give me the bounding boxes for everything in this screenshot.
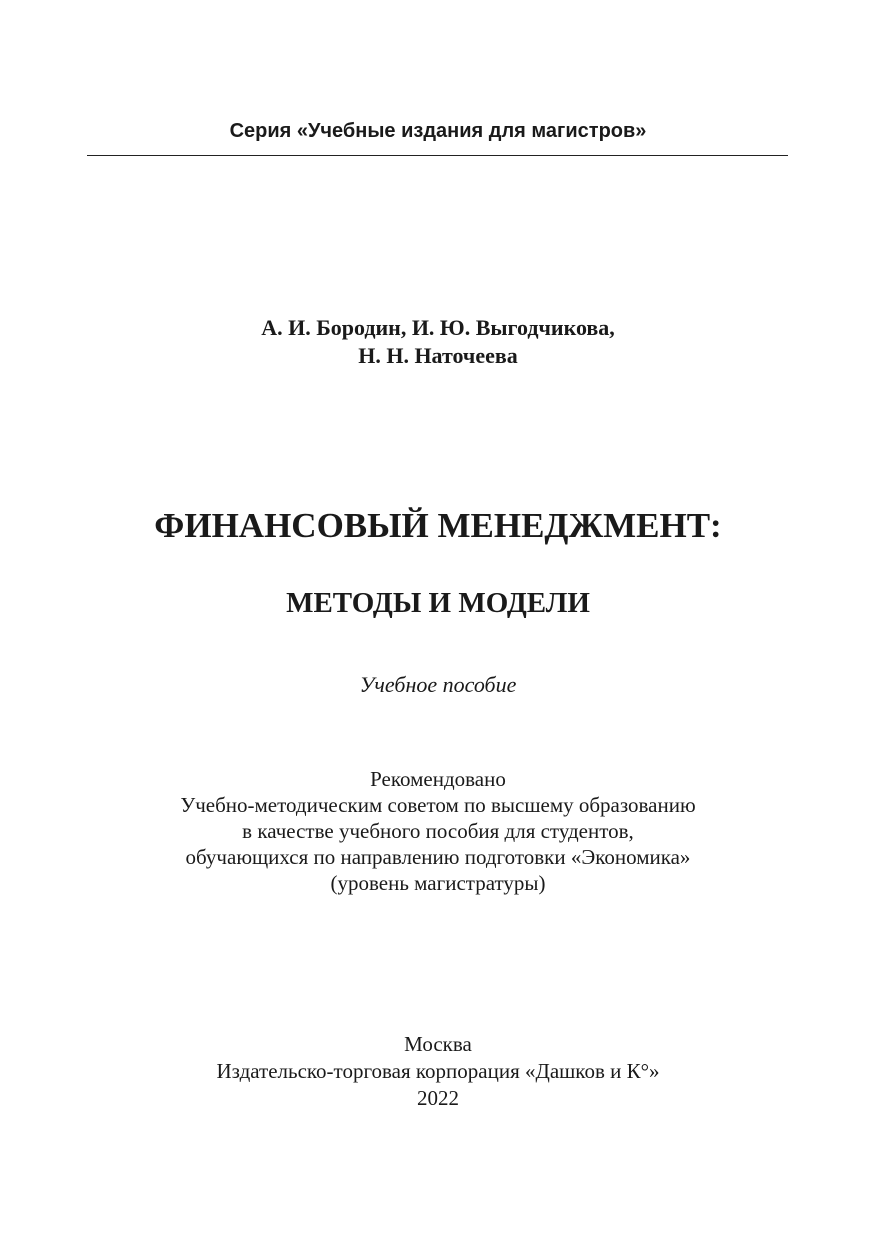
imprint-year: 2022 [417,1086,459,1110]
recommendation-line-2: Учебно-методическим советом по высшему образованию [180,793,696,817]
authors-block [0,314,876,370]
book-title: ФИНАНСОВЫЙ МЕНЕДЖМЕНТ: [154,506,722,545]
header-divider [87,155,788,156]
series-title: Серия «Учебные издания для магистров» [229,120,647,142]
authors-line-1: А. И. Бородин, И. Ю. Выгодчикова, [261,315,615,340]
recommendation-line-1: Рекомендовано [370,767,506,791]
book-subtitle: МЕТОДЫ И МОДЕЛИ [286,587,590,619]
imprint-block [0,1031,876,1112]
imprint-publisher: Издательско-торговая корпорация «Дашков и К°» [216,1059,660,1083]
recommendation-line-4: обучающихся по направлению подготовки «Экономика» [185,845,691,869]
recommendation-block [0,766,876,896]
recommendation-line-5: (уровень магистратуры) [330,871,546,895]
authors-line-2: Н. Н. Наточеева [358,343,518,368]
imprint-city: Москва [404,1032,472,1056]
recommendation-line-3: в качестве учебного пособия для студентов, [242,819,634,843]
document-type: Учебное пособие [359,672,517,697]
